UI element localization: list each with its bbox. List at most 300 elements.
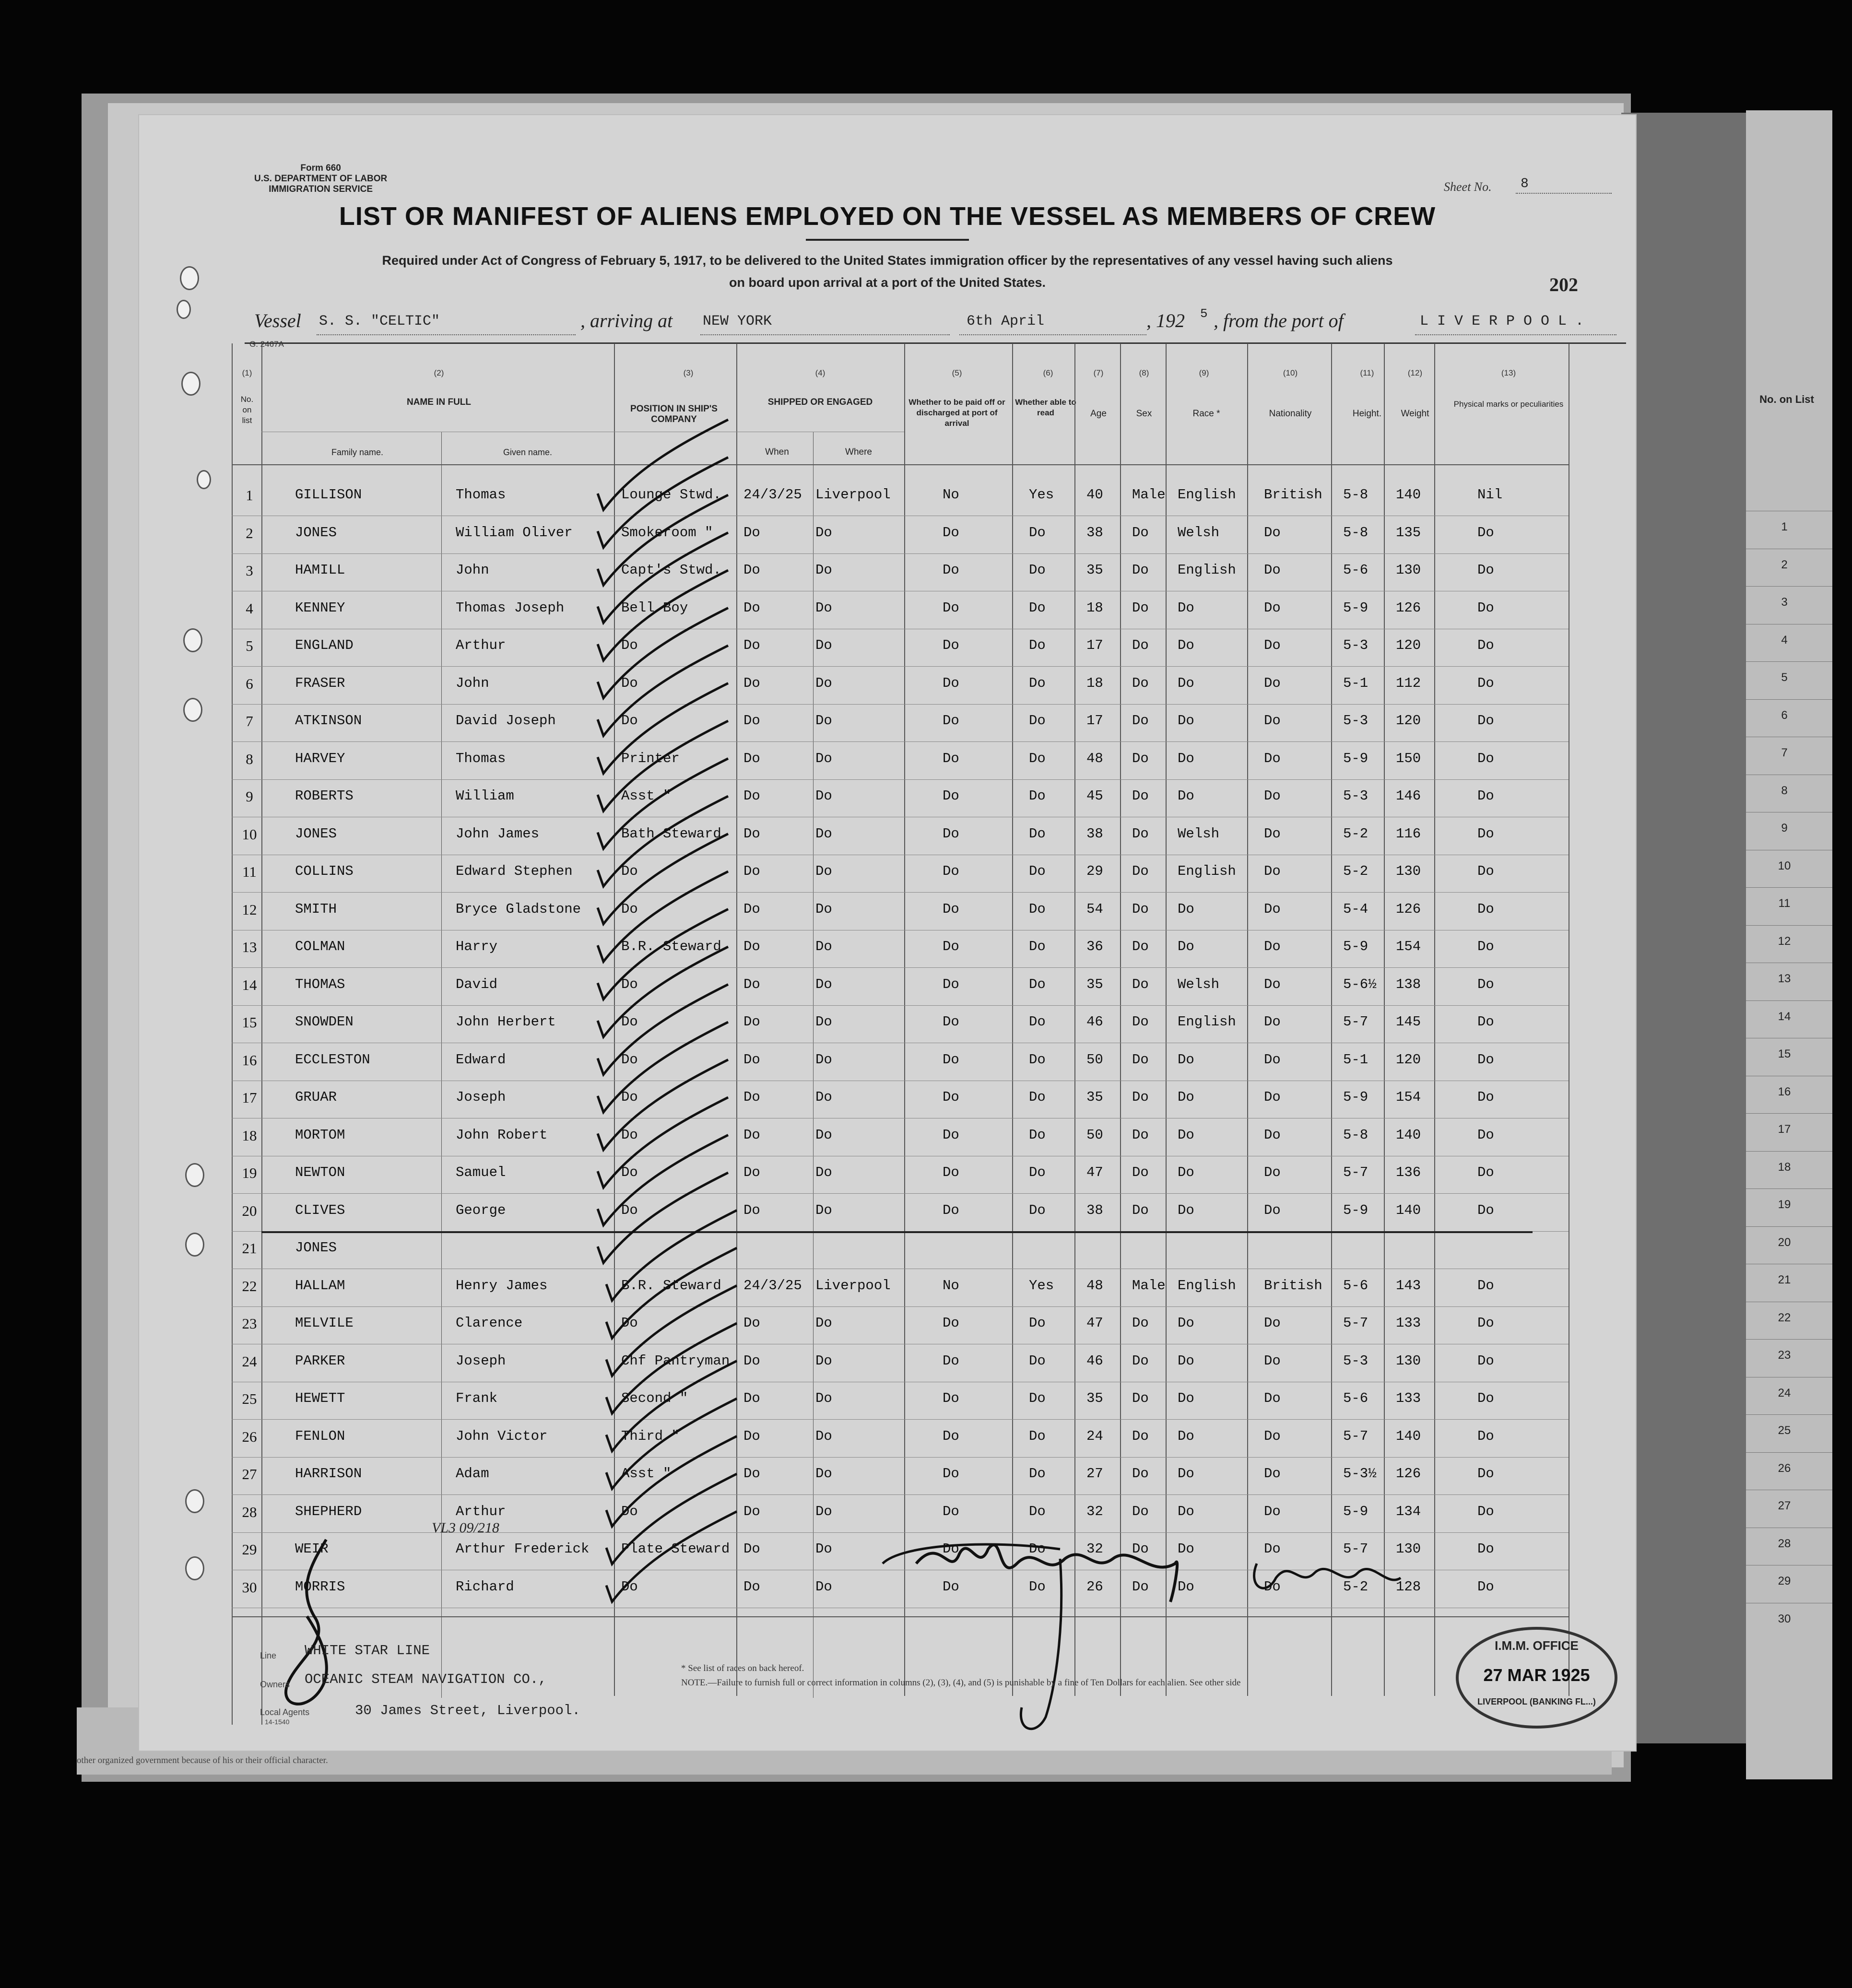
from-port: L I V E R P O O L .	[1420, 313, 1584, 329]
cell-weight: 130	[1396, 1353, 1421, 1369]
cell-race: Do	[1178, 1503, 1194, 1519]
cell-sex: Do	[1132, 1051, 1149, 1068]
cell-family: FENLON	[295, 1428, 345, 1444]
cell-nat: Do	[1264, 939, 1281, 954]
cell-marks: Do	[1477, 1165, 1494, 1180]
cell-age: 32	[1086, 1541, 1103, 1557]
col-11-number: (11)	[1360, 368, 1374, 377]
cell-marks: Do	[1477, 825, 1494, 842]
cell-family: COLLINS	[295, 863, 354, 879]
cell-when: Do	[743, 1014, 760, 1030]
adjacent-row-number: 4	[1781, 633, 1788, 647]
cell-no: 4	[246, 600, 253, 617]
cell-race: Do	[1178, 1353, 1194, 1369]
cell-family: GRUAR	[295, 1089, 337, 1105]
cell-read: Do	[1029, 788, 1046, 804]
cell-family: ECCLESTON	[295, 1051, 370, 1068]
cell-no: 15	[242, 1014, 257, 1031]
cell-marks: Do	[1477, 713, 1494, 729]
cell-age: 35	[1086, 1089, 1103, 1105]
cell-position: Do	[621, 1051, 638, 1068]
cell-paid: Do	[943, 1578, 959, 1595]
cell-sex: Do	[1132, 901, 1149, 917]
cell-height: 5-1	[1343, 675, 1368, 691]
cell-paid: Do	[943, 1202, 959, 1218]
cell-sex: Do	[1132, 524, 1149, 541]
adjacent-row-number: 13	[1778, 972, 1791, 985]
cell-marks: Do	[1477, 1541, 1494, 1557]
cell-family: FRASER	[295, 675, 345, 691]
cell-when: Do	[743, 1353, 760, 1369]
signature-flourish	[883, 1544, 1062, 1729]
col-11-header: Height.	[1352, 409, 1382, 419]
cell-given: Arthur	[456, 1503, 506, 1519]
cell-position: Do	[621, 675, 638, 691]
cell-position: Do	[621, 976, 638, 992]
cell-family: SMITH	[295, 901, 337, 917]
cell-where: Do	[815, 1051, 832, 1068]
cell-paid: Do	[943, 1353, 959, 1369]
cell-given: John James	[456, 825, 540, 842]
cell-height: 5-2	[1343, 1578, 1368, 1595]
cell-race: Do	[1178, 788, 1194, 804]
cell-race: Welsh	[1178, 976, 1220, 992]
cell-position: Asst "	[621, 788, 672, 804]
checkmark	[598, 608, 728, 698]
cell-age: 47	[1086, 1165, 1103, 1180]
col-10-header: Nationality	[1269, 409, 1312, 419]
adjacent-row-rule	[1746, 661, 1832, 662]
cell-paid: Do	[943, 600, 959, 616]
cell-height: 5-9	[1343, 750, 1368, 766]
cell-family: SNOWDEN	[295, 1014, 354, 1030]
checkmark	[598, 1022, 728, 1112]
adjacent-row-number: 12	[1778, 934, 1791, 948]
cell-no: 25	[242, 1390, 257, 1407]
cell-nat: Do	[1264, 600, 1281, 616]
col-2-number: (2)	[434, 368, 444, 377]
col-2-header: NAME IN FULL	[406, 397, 472, 407]
cell-no: 24	[242, 1353, 257, 1370]
cell-paid: Do	[943, 1503, 959, 1519]
cell-sex: Do	[1132, 1202, 1149, 1218]
checkmark	[598, 1173, 728, 1263]
col-7-number: (7)	[1093, 368, 1104, 377]
year-suffix: 5	[1200, 306, 1208, 321]
cell-age: 38	[1086, 1202, 1103, 1218]
cell-height: 5-2	[1343, 863, 1368, 879]
cell-weight: 126	[1396, 600, 1421, 616]
cell-read: Do	[1029, 825, 1046, 842]
subtitle-line-2: on board upon arrival at a port of the United States.	[729, 275, 1046, 290]
page-title: LIST OR MANIFEST OF ALIENS EMPLOYED ON THE VESSEL AS MEMBERS OF CREW	[339, 202, 1436, 231]
cell-family: ENGLAND	[295, 637, 354, 653]
cell-age: 32	[1086, 1503, 1103, 1519]
g-number: G. 2467A	[249, 340, 284, 349]
department: U.S. DEPARTMENT OF LABOR	[254, 174, 388, 184]
cell-age: 50	[1086, 1127, 1103, 1143]
cell-nat: Do	[1264, 788, 1281, 804]
cell-where: Do	[815, 1541, 832, 1557]
cell-sex: Do	[1132, 788, 1149, 804]
cell-height: 5-6½	[1343, 976, 1377, 992]
from-label: , from the port of	[1214, 310, 1344, 331]
cell-where: Do	[815, 825, 832, 842]
cell-family: CLIVES	[295, 1202, 345, 1218]
cell-marks: Do	[1477, 600, 1494, 616]
stamp-line-1: I.M.M. OFFICE	[1495, 1638, 1579, 1653]
cell-age: 38	[1086, 825, 1103, 842]
cell-when: Do	[743, 1390, 760, 1406]
sheet-label: Sheet No.	[1444, 180, 1492, 194]
col-3-header: POSITION IN SHIP'S COMPANY	[630, 404, 718, 424]
cell-when: Do	[743, 1165, 760, 1180]
cell-no: 29	[242, 1541, 257, 1558]
cell-position: Plate Steward	[621, 1541, 730, 1557]
cell-read: Do	[1029, 1165, 1046, 1180]
cell-sex: Do	[1132, 1503, 1149, 1519]
cell-age: 18	[1086, 600, 1103, 616]
cell-sex: Male	[1132, 487, 1166, 503]
cell-given: Joseph	[456, 1089, 506, 1105]
cell-weight: 130	[1396, 863, 1421, 879]
adjacent-row-number: 2	[1781, 558, 1788, 571]
cell-weight: 154	[1396, 1089, 1421, 1105]
cell-nat: Do	[1264, 1051, 1281, 1068]
cell-no: 27	[242, 1466, 257, 1482]
cell-where: Liverpool	[815, 1277, 891, 1294]
cell-where: Do	[815, 1353, 832, 1369]
cell-sex: Do	[1132, 1466, 1149, 1482]
cell-where: Do	[815, 637, 832, 653]
cell-marks: Do	[1477, 1089, 1494, 1105]
cell-marks: Do	[1477, 524, 1494, 541]
checkmark	[598, 759, 728, 849]
checkmark	[598, 834, 728, 924]
cell-no: 8	[246, 750, 253, 767]
adjacent-page	[1746, 110, 1832, 1779]
cell-age: 46	[1086, 1353, 1103, 1369]
line-value: WHITE STAR LINE	[305, 1643, 430, 1659]
cell-when: Do	[743, 1428, 760, 1444]
cell-no: 6	[246, 675, 253, 692]
cell-nat: British	[1264, 1277, 1322, 1294]
adjacent-row-rule	[1746, 1000, 1832, 1001]
cell-family: KENNEY	[295, 600, 345, 616]
adjacent-row-rule	[1746, 1452, 1832, 1453]
col-12-header: Weight	[1401, 409, 1429, 419]
cell-read: Do	[1029, 1315, 1046, 1331]
cell-paid: Do	[943, 825, 959, 842]
cell-nat: Do	[1264, 562, 1281, 578]
col-4-where-header: Where	[845, 447, 872, 457]
cell-family: MELVILE	[295, 1315, 354, 1331]
cell-family: HAMILL	[295, 562, 345, 578]
cell-read: Do	[1029, 1202, 1046, 1218]
checkmark	[598, 796, 728, 886]
cell-weight: 112	[1396, 675, 1421, 691]
cell-paid: Do	[943, 750, 959, 766]
cell-family: ROBERTS	[295, 788, 354, 804]
cell-nat: Do	[1264, 1353, 1281, 1369]
cell-paid: Do	[943, 1428, 959, 1444]
col-8-number: (8)	[1139, 368, 1149, 377]
cell-when: Do	[743, 1541, 760, 1557]
adjacent-row-number: 17	[1778, 1123, 1791, 1136]
cell-age: 47	[1086, 1315, 1103, 1331]
cell-when: Do	[743, 901, 760, 917]
cell-nat: Do	[1264, 1127, 1281, 1143]
cell-nat: Do	[1264, 1578, 1281, 1595]
cell-race: Do	[1178, 637, 1194, 653]
cell-when: 24/3/25	[743, 487, 802, 503]
cell-family: MORRIS	[295, 1578, 345, 1595]
cell-race: Do	[1178, 600, 1194, 616]
cell-family: MORTOM	[295, 1127, 345, 1143]
cell-family: NEWTON	[295, 1165, 345, 1180]
cell-when: Do	[743, 675, 760, 691]
cell-no: 21	[242, 1240, 257, 1257]
cell-when: Do	[743, 637, 760, 653]
cell-when: Do	[743, 1315, 760, 1331]
cell-race: Do	[1178, 1051, 1194, 1068]
checkmark	[598, 570, 728, 660]
adjacent-row-number: 16	[1778, 1085, 1791, 1098]
cell-nat: Do	[1264, 675, 1281, 691]
stamp-line-3: LIVERPOOL (BANKING FL...)	[1477, 1697, 1596, 1706]
adjacent-row-number: 21	[1778, 1273, 1791, 1286]
cell-paid: Do	[943, 675, 959, 691]
adjacent-row-number: 1	[1781, 520, 1788, 533]
adjacent-row-number: 25	[1778, 1424, 1791, 1437]
adjacent-row-rule	[1746, 887, 1832, 888]
cell-given: Arthur	[456, 637, 506, 653]
cell-age: 18	[1086, 675, 1103, 691]
col-2-given-header: Given name.	[503, 447, 553, 457]
cell-position: Do	[621, 1503, 638, 1519]
cell-no: 5	[246, 637, 253, 654]
cell-marks: Do	[1477, 976, 1494, 992]
cell-read: Do	[1029, 976, 1046, 992]
cell-where: Do	[815, 1503, 832, 1519]
cell-nat: Do	[1264, 976, 1281, 992]
cell-height: 5-9	[1343, 600, 1368, 616]
cell-no: 18	[242, 1127, 257, 1144]
line-label: Line	[260, 1651, 277, 1660]
cell-weight: 126	[1396, 1466, 1421, 1482]
cell-nat: Do	[1264, 1466, 1281, 1482]
cell-nat: Do	[1264, 524, 1281, 541]
cell-when: Do	[743, 562, 760, 578]
cell-family: WEIR	[295, 1541, 329, 1557]
cell-when: Do	[743, 939, 760, 954]
cell-height: 5-8	[1343, 1127, 1368, 1143]
cell-given: Thomas Joseph	[456, 600, 565, 616]
col-9-header: Race *	[1192, 409, 1220, 419]
cell-no: 23	[242, 1315, 257, 1332]
cell-weight: 116	[1396, 825, 1421, 842]
cell-no: 14	[242, 976, 257, 993]
cell-nat: Do	[1264, 1089, 1281, 1105]
cell-race: Do	[1178, 1578, 1194, 1595]
cell-age: 35	[1086, 1390, 1103, 1406]
cell-race: Do	[1178, 1541, 1194, 1557]
cell-height: 5-9	[1343, 1503, 1368, 1519]
adjacent-row-number: 10	[1778, 859, 1791, 872]
cell-race: English	[1178, 863, 1236, 879]
cell-paid: Do	[943, 788, 959, 804]
checkmark	[598, 909, 728, 1000]
checkmark	[598, 420, 728, 510]
cell-given: George	[456, 1202, 506, 1218]
service: IMMIGRATION SERVICE	[269, 184, 373, 194]
cell-sex: Do	[1132, 939, 1149, 954]
cell-position: Asst "	[621, 1466, 672, 1482]
cell-weight: 154	[1396, 939, 1421, 954]
cell-position: Do	[621, 863, 638, 879]
cell-when: Do	[743, 825, 760, 842]
col-4-when-header: When	[765, 447, 789, 457]
adjacent-row-number: 20	[1778, 1235, 1791, 1249]
checkmark	[598, 721, 728, 811]
cell-sex: Do	[1132, 600, 1149, 616]
col-1-number: (1)	[242, 368, 252, 377]
cell-race: Welsh	[1178, 825, 1220, 842]
checkmark	[598, 1097, 728, 1188]
cell-race: Do	[1178, 1127, 1194, 1143]
cell-age: 46	[1086, 1014, 1103, 1030]
cell-race: Do	[1178, 1390, 1194, 1406]
cell-age: 35	[1086, 562, 1103, 578]
cell-position: Smokeroom "	[621, 524, 713, 541]
cell-height: 5-6	[1343, 562, 1368, 578]
owners-label: Owners	[260, 1680, 290, 1689]
cell-no: 2	[246, 524, 253, 541]
cell-age: 26	[1086, 1578, 1103, 1595]
adjacent-row-number: 29	[1778, 1575, 1791, 1588]
cell-when: Do	[743, 1202, 760, 1218]
cell-height: 5-3	[1343, 713, 1368, 729]
cell-race: English	[1178, 487, 1236, 503]
col-10-number: (10)	[1283, 368, 1298, 377]
checkmark	[598, 1060, 728, 1150]
cell-marks: Do	[1477, 1578, 1494, 1595]
form-number: Form 660	[300, 163, 341, 173]
cell-no: 7	[246, 713, 253, 729]
cell-family: HALLAM	[295, 1277, 345, 1294]
cell-age: 38	[1086, 524, 1103, 541]
arrival-date: 6th April	[967, 313, 1045, 329]
cell-weight: 145	[1396, 1014, 1421, 1030]
adjacent-page-header: No. on List	[1759, 393, 1814, 405]
cell-family: PARKER	[295, 1353, 345, 1369]
cell-weight: 130	[1396, 1541, 1421, 1557]
col-6-number: (6)	[1043, 368, 1053, 377]
cell-position: Second "	[621, 1390, 688, 1406]
cell-nat: Do	[1264, 1503, 1281, 1519]
cell-where: Do	[815, 1578, 832, 1595]
cell-no: 13	[242, 939, 257, 955]
punch-hole	[197, 470, 211, 489]
cell-weight: 128	[1396, 1578, 1421, 1595]
cell-marks: Do	[1477, 1127, 1494, 1143]
cell-position: Chf Pantryman	[621, 1353, 730, 1369]
cell-marks: Do	[1477, 675, 1494, 691]
cell-nat: British	[1264, 487, 1322, 503]
cell-height: 5-7	[1343, 1428, 1368, 1444]
cell-where: Do	[815, 1390, 832, 1406]
cell-position: Do	[621, 1315, 638, 1331]
cell-sex: Male	[1132, 1277, 1166, 1294]
cell-paid: Do	[943, 1089, 959, 1105]
cell-position: Do	[621, 1578, 638, 1595]
checkmark	[606, 1361, 737, 1451]
cell-read: Do	[1029, 901, 1046, 917]
cell-height: 5-9	[1343, 939, 1368, 954]
cell-marks: Do	[1477, 1051, 1494, 1068]
cell-read: Do	[1029, 562, 1046, 578]
col-8-header: Sex	[1136, 409, 1152, 419]
sheet-number: 8	[1521, 176, 1529, 191]
cell-where: Do	[815, 901, 832, 917]
cell-nat: Do	[1264, 1165, 1281, 1180]
cell-when: Do	[743, 750, 760, 766]
cell-marks: Do	[1477, 1315, 1494, 1331]
adjacent-row-number: 18	[1778, 1160, 1791, 1174]
cell-height: 5-3	[1343, 788, 1368, 804]
cell-read: Do	[1029, 1578, 1046, 1595]
cell-where: Do	[815, 524, 832, 541]
cell-family: HARRISON	[295, 1466, 362, 1482]
adjacent-row-number: 24	[1778, 1386, 1791, 1400]
cell-age: 40	[1086, 487, 1103, 503]
cell-weight: 120	[1396, 713, 1421, 729]
cell-position: Printer	[621, 750, 680, 766]
cell-paid: Do	[943, 1466, 959, 1482]
cell-nat: Do	[1264, 1390, 1281, 1406]
subtitle-line-1: Required under Act of Congress of February 5, 1917, to be delivered to the United States immigration officer by the representatives of any vessel having such aliens	[382, 253, 1393, 268]
cell-nat: Do	[1264, 1014, 1281, 1030]
races-note: * See list of races on back hereof.	[681, 1663, 804, 1673]
cell-weight: 120	[1396, 637, 1421, 653]
cell-height: 5-3½	[1343, 1466, 1377, 1482]
cell-no: 20	[242, 1202, 257, 1219]
checkmarks-overlay	[139, 115, 1636, 1751]
adjacent-row-rule	[1746, 699, 1832, 700]
cell-weight: 143	[1396, 1277, 1421, 1294]
cell-marks: Do	[1477, 788, 1494, 804]
cell-marks: Do	[1477, 1390, 1494, 1406]
cell-when: Do	[743, 863, 760, 879]
adjacent-row-rule	[1746, 925, 1832, 926]
stamp-date: 27 MAR 1925	[1483, 1665, 1590, 1685]
cell-read: Do	[1029, 1014, 1046, 1030]
cell-marks: Do	[1477, 1353, 1494, 1369]
cell-family: ATKINSON	[295, 713, 362, 729]
cell-given: Henry James	[456, 1277, 548, 1294]
cell-when: 24/3/25	[743, 1277, 802, 1294]
checkmark	[598, 458, 728, 548]
agents-value: 30 James Street, Liverpool.	[355, 1703, 580, 1718]
cell-height: 5-6	[1343, 1277, 1368, 1294]
adjacent-row-number: 15	[1778, 1047, 1791, 1060]
vessel-label: Vessel	[254, 310, 301, 331]
cell-paid: Do	[943, 1315, 959, 1331]
cell-position: Do	[621, 637, 638, 653]
office-stamp	[1456, 1627, 1617, 1729]
cell-height: 5-8	[1343, 487, 1368, 503]
cell-paid: Do	[943, 1014, 959, 1030]
